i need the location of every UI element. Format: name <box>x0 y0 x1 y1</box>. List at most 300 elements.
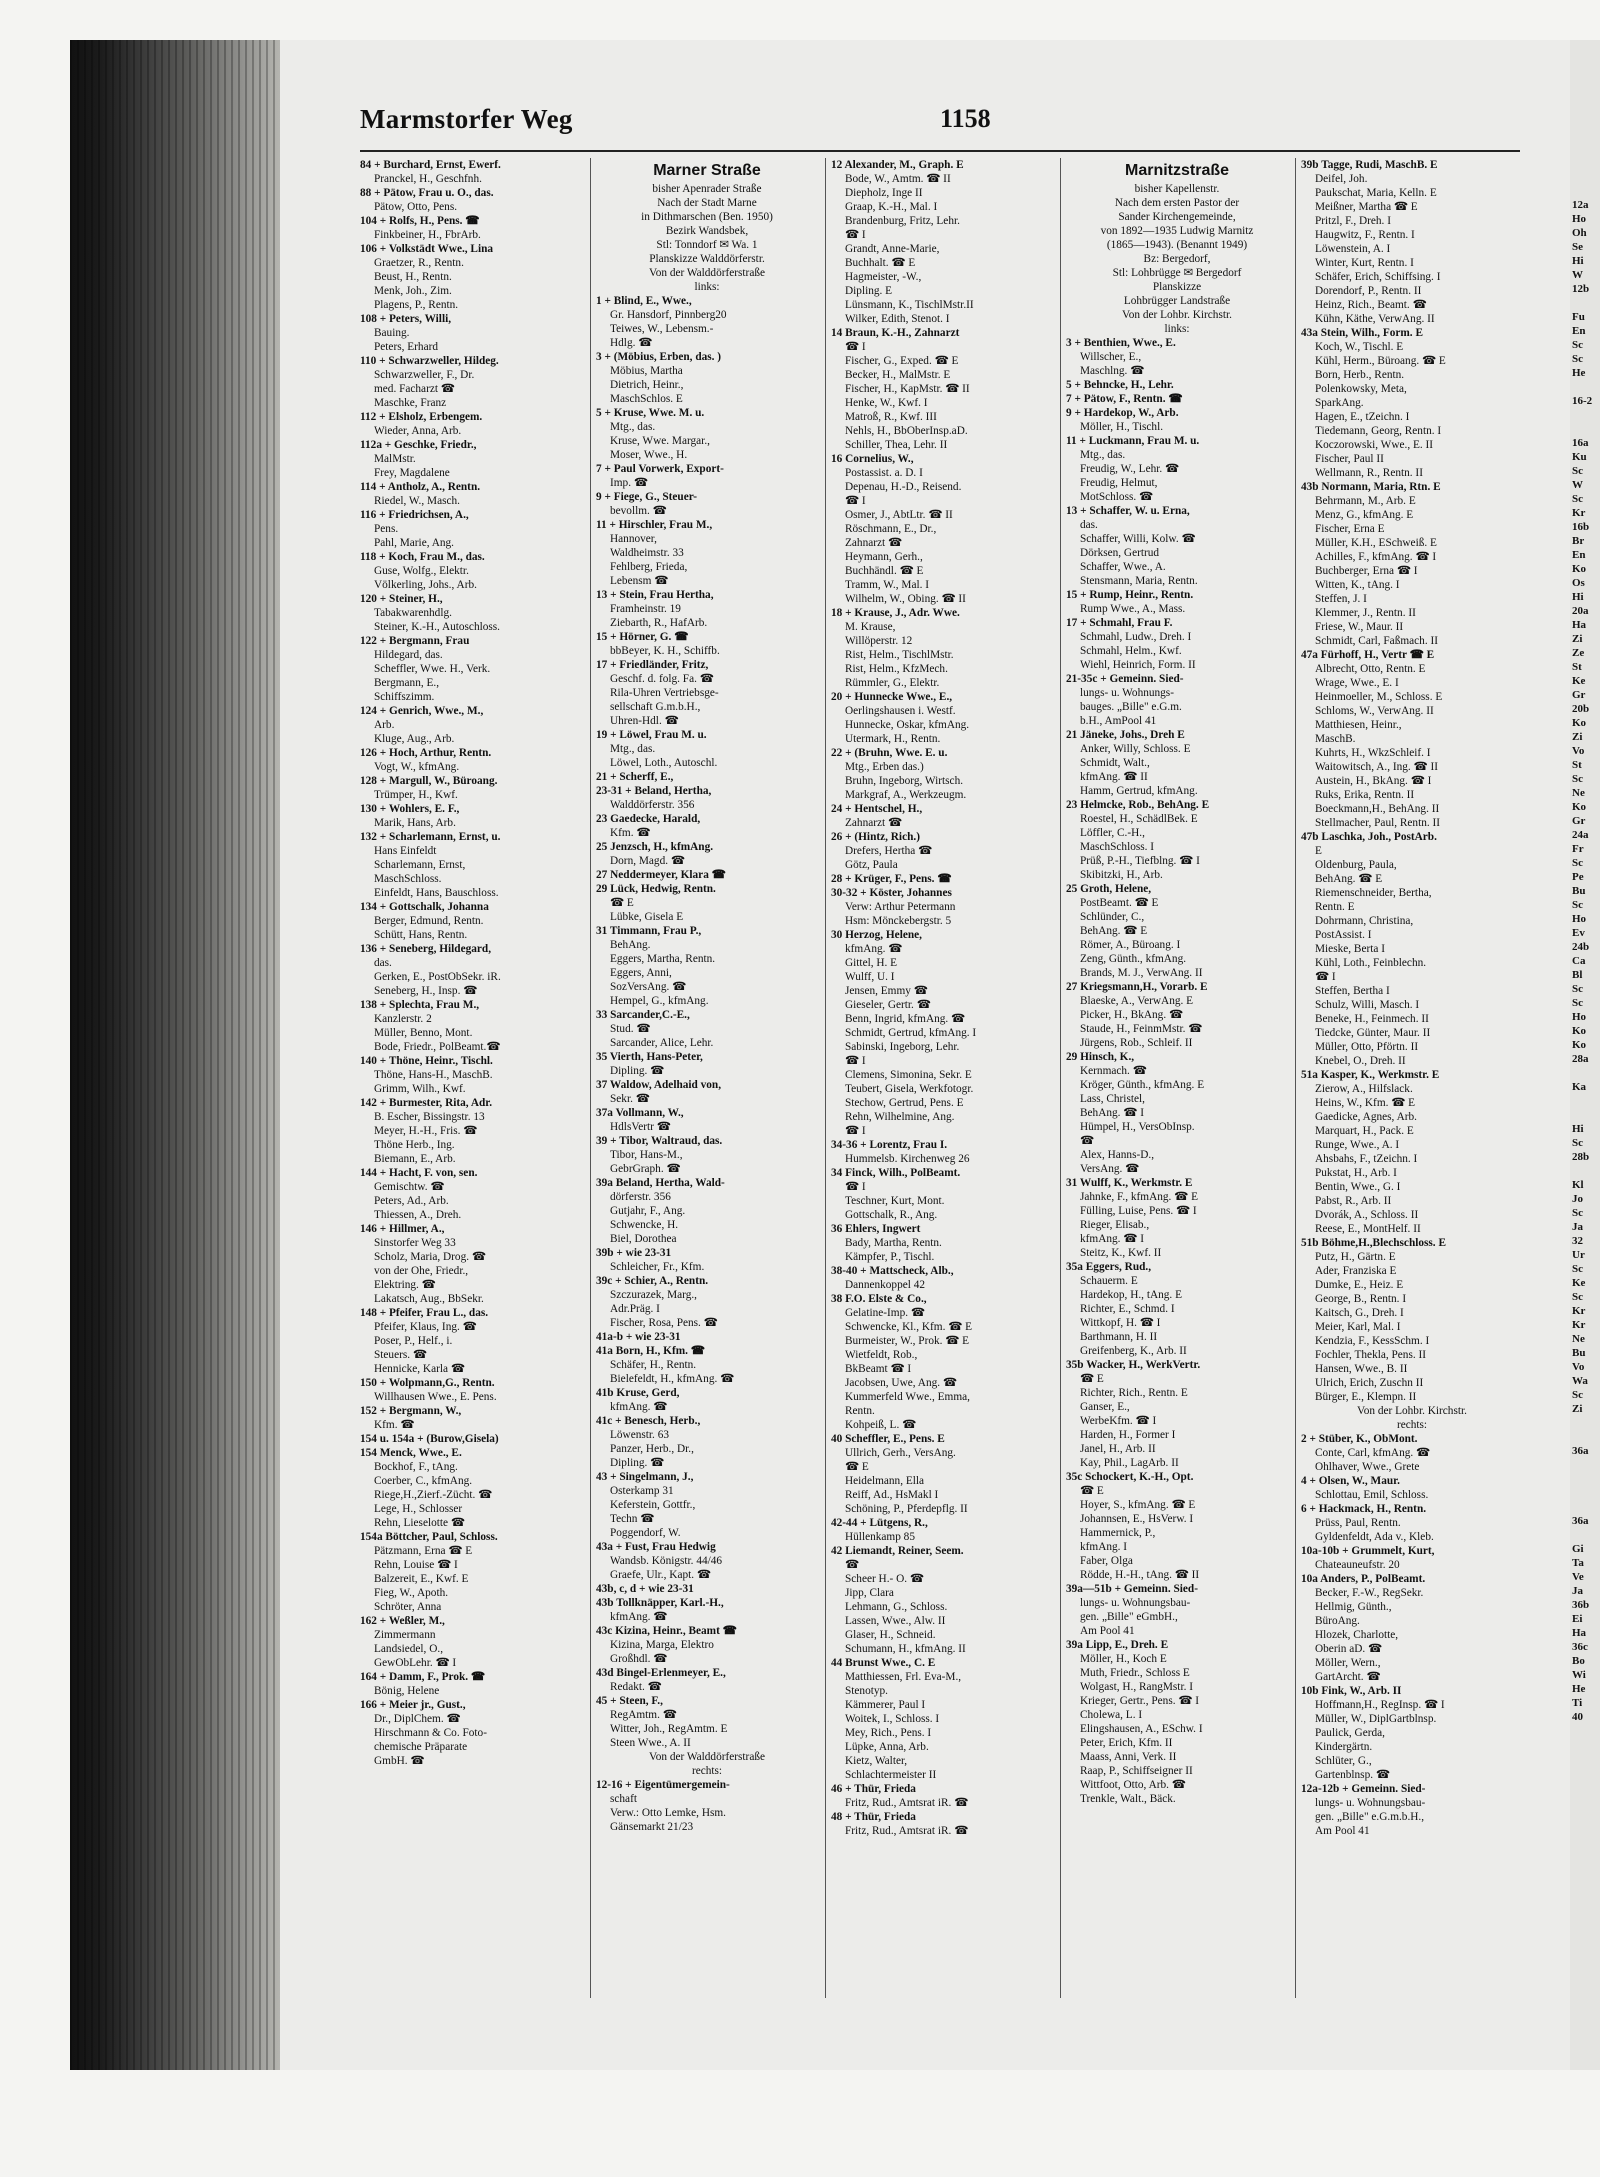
house-entry: 27 Neddermeyer, Klara ☎ <box>596 869 726 881</box>
resident-line: Oldenburg, Paula, <box>1315 859 1397 871</box>
resident-line: Zahnarzt ☎ <box>845 537 903 549</box>
resident-line: Teubert, Gisela, Werkfotogr. <box>845 1083 974 1095</box>
resident-line: Elingshausen, A., ESchw. I <box>1080 1723 1203 1735</box>
street-note: Nach dem ersten Pastor der <box>1114 197 1240 209</box>
resident-line: Schäfer, H., Rentn. <box>610 1359 697 1371</box>
house-entry: 17 + Schmahl, Frau F. <box>1066 617 1173 629</box>
facing-page-fragment: St <box>1572 661 1582 673</box>
resident-line: Möller, H., Koch E <box>1080 1653 1167 1665</box>
resident-line: Meyer, H.-H., Fris. ☎ <box>374 1125 478 1137</box>
facing-page-fragment: Sc <box>1572 997 1583 1009</box>
facing-page-fragment: Sc <box>1572 353 1583 365</box>
resident-line: Hirschmann & Co. Foto- <box>374 1727 487 1739</box>
resident-line: Löwenstein, A. I <box>1315 243 1391 255</box>
house-entry: 35b Wacker, H., WerkVertr. <box>1066 1359 1201 1371</box>
resident-line: Picker, H., BkAng. ☎ <box>1080 1009 1184 1021</box>
facing-page-fragment: Jo <box>1572 1193 1583 1205</box>
facing-page-fragment: 16b <box>1572 521 1590 533</box>
house-entry: 30-32 + Köster, Johannes <box>831 887 952 899</box>
resident-line: kfmAng. ☎ <box>610 1401 668 1413</box>
resident-line: Koczorowski, Wwe., E. II <box>1315 439 1434 451</box>
resident-line: Gänsemarkt 21/23 <box>610 1821 694 1833</box>
resident-line: Peter, Erich, Kfm. II <box>1080 1737 1173 1749</box>
facing-page-fragment: Br <box>1572 535 1585 547</box>
house-entry: 41a Born, H., Kfm. ☎ <box>596 1345 705 1357</box>
resident-line: ☎ <box>845 1559 860 1571</box>
resident-line: RegAmtm. ☎ <box>610 1709 677 1721</box>
house-entry: 34 Finck, Wilh., PolBeamt. <box>831 1167 961 1179</box>
resident-line: Lübke, Gisela E <box>610 911 684 923</box>
facing-page-fragment: Kr <box>1572 1319 1586 1331</box>
resident-line: Verw.: Otto Lemke, Hsm. <box>610 1807 726 1819</box>
house-entry: 33 Sarcander,C.-E., <box>596 1009 690 1021</box>
house-entry: 112 + Elsholz, Erbengem. <box>360 411 483 423</box>
resident-line: Freudig, W., Lehr. ☎ <box>1080 463 1180 475</box>
street-note: links: <box>694 281 720 293</box>
house-entry: 12a-12b + Gemeinn. Sied- <box>1301 1783 1426 1795</box>
resident-line: Eggers, Anni, <box>610 967 672 979</box>
resident-line: Pranckel, H., Geschfnh. <box>374 173 482 185</box>
house-entry: 10b Fink, W., Arb. II <box>1301 1685 1402 1697</box>
resident-line: Kohpeiß, L. ☎ <box>845 1419 917 1431</box>
resident-line: ☎ E <box>1080 1485 1104 1497</box>
resident-line: Rentn. E <box>1315 901 1355 913</box>
house-entry: 35a Eggers, Rud., <box>1066 1261 1152 1273</box>
resident-line: Fehlberg, Frieda, <box>610 561 688 573</box>
resident-line: Balzereit, E., Kwf. E <box>374 1573 469 1585</box>
house-entry: 14 Braun, K.-H., Zahnarzt <box>831 327 960 339</box>
resident-line: Dvorák, A., Schloss. II <box>1315 1209 1419 1221</box>
house-entry: 118 + Koch, Frau M., das. <box>360 551 485 563</box>
facing-page-fragment: 28a <box>1572 1053 1589 1065</box>
resident-line: Hellmig, Günth., <box>1315 1601 1392 1613</box>
resident-line: Poser, P., Helf., i. <box>374 1335 453 1347</box>
resident-line: Cholewa, L. I <box>1080 1709 1143 1721</box>
resident-line: Panzer, Herb., Dr., <box>610 1443 694 1455</box>
resident-line: Hennicke, Karla ☎ <box>374 1363 465 1375</box>
resident-line: Paukschat, Maria, Kelln. E <box>1315 187 1437 199</box>
resident-line: das. <box>374 957 392 969</box>
resident-line: Jipp, Clara <box>845 1587 894 1599</box>
resident-line: Schlünder, C., <box>1080 911 1145 923</box>
resident-line: Gottschalk, R., Ang. <box>845 1209 938 1221</box>
resident-line: Lüpke, Anna, Arb. <box>845 1741 929 1753</box>
facing-page-fragment: 12a <box>1572 199 1589 211</box>
house-entry: 43 + Singelmann, J., <box>596 1471 694 1483</box>
facing-page-fragment: 12b <box>1572 283 1590 295</box>
resident-line: Hoffmann,H., RegInsp. ☎ I <box>1315 1699 1445 1711</box>
resident-line: Teschner, Kurt, Mont. <box>845 1195 945 1207</box>
house-entry: 13 + Stein, Frau Hertha, <box>596 589 714 601</box>
resident-line: Kröger, Günth., kfmAng. E <box>1080 1079 1205 1091</box>
house-entry: 15 + Rump, Heinr., Rentn. <box>1066 589 1194 601</box>
resident-line: Guse, Wolfg., Elektr. <box>374 565 469 577</box>
facing-page-fragment: Hi <box>1572 591 1584 603</box>
facing-page-fragment: 36a <box>1572 1515 1589 1527</box>
resident-line: VersAng. ☎ <box>1080 1163 1140 1175</box>
facing-page-fragment <box>1570 1528 1600 1542</box>
resident-line: Schlachtermeister II <box>845 1769 937 1781</box>
resident-line: BehAng. ☎ E <box>1080 925 1148 937</box>
resident-line: Grimm, Wilh., Kwf. <box>374 1083 466 1095</box>
resident-line: Matroß, R., Kwf. III <box>845 411 937 423</box>
resident-line: Drefers, Hertha ☎ <box>845 845 933 857</box>
resident-line: Lege, H., Schlosser <box>374 1503 463 1515</box>
resident-line: Barthmann, H. II <box>1080 1331 1158 1343</box>
resident-line: Kernmach. ☎ <box>1080 1065 1147 1077</box>
resident-line: Ader, Franziska E <box>1315 1265 1397 1277</box>
resident-line: Graetzer, R., Rentn. <box>374 257 464 269</box>
facing-page-edge <box>1570 40 1600 2070</box>
house-entry: 150 + Wolpmann,G., Rentn. <box>360 1377 495 1389</box>
house-entry: 3 + Benthien, Wwe., E. <box>1066 337 1176 349</box>
resident-line: Löwel, Loth., Autoschl. <box>610 757 718 769</box>
resident-line: Völkerling, Johs., Arb. <box>374 579 477 591</box>
facing-page-fragment: Hi <box>1572 255 1584 267</box>
house-entry: 27 Kriegsmann,H., Vorarb. E <box>1066 981 1208 993</box>
resident-line: Fischer, G., Exped. ☎ E <box>845 355 959 367</box>
house-entry: 114 + Antholz, A., Rentn. <box>360 481 481 493</box>
resident-line: Tiedcke, Günter, Maur. II <box>1315 1027 1431 1039</box>
resident-line: Kietz, Walter, <box>845 1755 908 1767</box>
house-entry: 39a—51b + Gemeinn. Sied- <box>1066 1583 1198 1595</box>
resident-line: Pukstat, H., Arb. I <box>1315 1167 1397 1179</box>
resident-line: Lebensm ☎ <box>610 575 669 587</box>
resident-line: Uhren-Hdl. ☎ <box>610 715 679 727</box>
facing-page-fragment: 36c <box>1572 1641 1588 1653</box>
resident-line: Jahnke, F., kfmAng. ☎ E <box>1080 1191 1198 1203</box>
resident-line: Matthiesen, Heinr., <box>1315 719 1402 731</box>
resident-line: Ruks, Erika, Rentn. II <box>1315 789 1415 801</box>
facing-page-fragment: 16a <box>1572 437 1589 449</box>
resident-line: Lassen, Wwe., Alw. II <box>845 1615 946 1627</box>
resident-line: Scheer H.- O. ☎ <box>845 1573 925 1585</box>
resident-line: Peters, Ad., Arb. <box>374 1195 449 1207</box>
facing-page-fragment: Ev <box>1572 927 1585 939</box>
house-entry: 6 + Hackmack, H., Rentn. <box>1301 1503 1427 1515</box>
facing-page-fragment: 32 <box>1572 1235 1583 1247</box>
resident-line: Blaeske, A., VerwAng. E <box>1080 995 1194 1007</box>
resident-line: Schröter, Anna <box>374 1601 442 1613</box>
resident-line: kfmAng. ☎ I <box>1080 1233 1144 1245</box>
resident-line: Austein, H., BkAng. ☎ I <box>1315 775 1432 787</box>
house-entry: 23 Helmcke, Rob., BehAng. E <box>1066 799 1210 811</box>
resident-line: Wandsb. Königstr. 44/46 <box>610 1555 723 1567</box>
street-note: bisher Apenrader Straße <box>652 183 762 195</box>
house-entry: 30 Herzog, Helene, <box>831 929 922 941</box>
street-heading: Marnitzstraße <box>1124 162 1230 179</box>
house-entry: 37a Vollmann, W., <box>596 1107 684 1119</box>
facing-page-fragment: Sc <box>1572 1291 1583 1303</box>
resident-line: Rist, Helm., KfzMech. <box>845 663 948 675</box>
house-entry: 11 + Luckmann, Frau M. u. <box>1066 435 1200 447</box>
resident-line: MaschSchlos. E <box>610 393 683 405</box>
resident-line: Rümmler, G., Elektr. <box>845 677 940 689</box>
resident-line: ☎ I <box>845 341 866 353</box>
resident-line: Schwencke, H. <box>610 1219 679 1231</box>
facing-page-fragment: Ka <box>1572 1081 1587 1093</box>
facing-page-fragment <box>1570 380 1600 394</box>
house-entry: 39 + Tibor, Waltraud, das. <box>596 1135 723 1147</box>
resident-line: Pätow, Otto, Pens. <box>374 201 458 213</box>
resident-line: Winter, Kurt, Rentn. I <box>1315 257 1414 269</box>
house-entry: 106 + Volkstädt Wwe., Lina <box>360 243 494 255</box>
house-entry: 39b + wie 23-31 <box>596 1247 672 1259</box>
resident-line: Bode, W., Amtm. ☎ II <box>845 173 951 185</box>
facing-page-fragment: Pe <box>1572 871 1584 883</box>
resident-line: Heinmoeller, M., Schloss. E <box>1315 691 1443 703</box>
facing-page-fragment: Vo <box>1572 1361 1585 1373</box>
facing-page-fragment: Ko <box>1572 1039 1587 1051</box>
resident-line: Polenkowsky, Meta, <box>1315 383 1407 395</box>
facing-page-fragment: Ho <box>1572 213 1587 225</box>
resident-line: Beneke, H., Feinmech. II <box>1315 1013 1429 1025</box>
resident-line: Runge, Wwe., A. I <box>1315 1139 1400 1151</box>
resident-line: Finkbeiner, H., FbrArb. <box>374 229 481 241</box>
resident-line: gen. „Bille" eGmbH., <box>1080 1611 1178 1623</box>
resident-line: Fritz, Rud., Amtsrat iR. ☎ <box>845 1797 969 1809</box>
resident-line: Stechow, Gertrud, Pens. E <box>845 1097 964 1109</box>
facing-page-fragment: Sc <box>1572 1389 1583 1401</box>
resident-line: Biel, Dorothea <box>610 1233 677 1245</box>
column-marnitzstrasse-continued <box>1301 158 1523 2018</box>
resident-line: Heinz, Rich., Beamt. ☎ <box>1315 299 1427 311</box>
resident-line: Tibor, Hans-M., <box>610 1149 683 1161</box>
facing-page-fragment <box>1570 1094 1600 1108</box>
resident-line: Keferstein, Gottfr., <box>610 1499 696 1511</box>
house-entry: 51a Kasper, K., Werkmstr. E <box>1301 1069 1440 1081</box>
resident-line: Röschmann, E., Dr., <box>845 523 937 535</box>
resident-line: Depenau, H.-D., Reisend. <box>845 481 962 493</box>
house-entry: 18 + Krause, J., Adr. Wwe. <box>831 607 960 619</box>
resident-line: kfmAng. I <box>1080 1541 1128 1553</box>
resident-line: Schumann, H., kfmAng. II <box>845 1643 966 1655</box>
resident-line: Gyldenfeldt, Ada v., Kleb. <box>1315 1531 1434 1543</box>
resident-line: Wilhelm, W., Obing. ☎ II <box>845 593 966 605</box>
facing-page-fragment: Ko <box>1572 563 1587 575</box>
street-note: Planskizze Walddörferstr. <box>649 253 765 265</box>
resident-line: Wiehl, Heinrich, Form. II <box>1080 659 1196 671</box>
house-entry: 48 + Thür, Frieda <box>831 1811 916 1823</box>
resident-line: Vogt, W., kfmAng. <box>374 761 460 773</box>
resident-line: Möller, Wern., <box>1315 1657 1381 1669</box>
resident-line: Lünsmann, K., TischlMstr.II <box>845 299 974 311</box>
resident-line: kfmAng. ☎ <box>610 1611 668 1623</box>
resident-line: chemische Präparate <box>374 1741 468 1753</box>
resident-line: das. <box>1080 519 1098 531</box>
resident-line: Willhausen Wwe., E. Pens. <box>374 1391 497 1403</box>
resident-line: Oberin aD. ☎ <box>1315 1643 1383 1655</box>
street-note: Lohbrügger Landstraße <box>1123 295 1231 307</box>
resident-line: bevollm. ☎ <box>610 505 667 517</box>
facing-page-fragment: 36b <box>1572 1599 1590 1611</box>
resident-line: ☎ I <box>845 495 866 507</box>
resident-line: Rist, Helm., TischlMstr. <box>845 649 954 661</box>
resident-line: Becker, H., MalMstr. E <box>845 369 951 381</box>
resident-line: Adr.Präg. I <box>610 1303 660 1315</box>
resident-line: Pritzl, F., Dreh. I <box>1315 215 1391 227</box>
resident-line: Oerlingshausen i. Westf. <box>845 705 956 717</box>
resident-line: Gutjahr, F., Ang. <box>610 1205 686 1217</box>
resident-line: Mtg., das. <box>610 743 656 755</box>
resident-line: Wulff, U. I <box>845 971 895 983</box>
facing-page-fragment: 36a <box>1572 1445 1589 1457</box>
resident-line: Bergmann, E., <box>374 677 440 689</box>
resident-line: Gemischtw. ☎ <box>374 1181 445 1193</box>
resident-line: Schmidt, Gertrud, kfmAng. I <box>845 1027 977 1039</box>
resident-line: Schmidt, Carl, Faßmach. II <box>1315 635 1438 647</box>
street-note: Von der Walddörferstraße <box>649 1751 765 1763</box>
resident-line: Zahnarzt ☎ <box>845 817 903 829</box>
facing-page-fragment: Ku <box>1572 451 1587 463</box>
facing-page-fragment: Sc <box>1572 773 1583 785</box>
resident-line: Becker, F.-W., RegSekr. <box>1315 1587 1424 1599</box>
resident-line: Schulz, Willi, Masch. I <box>1315 999 1420 1011</box>
resident-line: ☎ <box>1080 1135 1095 1147</box>
resident-line: Fritz, Rud., Amtsrat iR. ☎ <box>845 1825 969 1837</box>
house-entry: 146 + Hillmer, A., <box>360 1223 445 1235</box>
resident-line: Henke, W., Kwf. I <box>845 397 928 409</box>
house-entry: 3 + (Möbius, Erben, das. ) <box>596 351 722 363</box>
resident-line: Götz, Paula <box>845 859 898 871</box>
facing-page-fragment: Zi <box>1572 1403 1583 1415</box>
resident-line: Schütt, Hans, Rentn. <box>374 929 468 941</box>
resident-line: BüroAng. <box>1315 1615 1360 1627</box>
resident-line: Zimmermann <box>374 1629 436 1641</box>
house-entry: 116 + Friedrichsen, A., <box>360 509 469 521</box>
resident-line: Pfeifer, Klaus, Ing. ☎ <box>374 1321 477 1333</box>
facing-page-fragment: Sc <box>1572 1207 1583 1219</box>
resident-line: Kummerfeld Wwe., Emma, <box>845 1391 970 1403</box>
house-entry: 24 + Hentschel, H., <box>831 803 923 815</box>
facing-page-fragment <box>1570 1472 1600 1486</box>
house-entry: 44 Brunst Wwe., C. E <box>831 1657 936 1669</box>
resident-line: Rödde, H.-H., tAng. ☎ II <box>1080 1569 1200 1581</box>
house-entry: 7 + Paul Vorwerk, Export- <box>596 463 724 475</box>
resident-line: Rila-Uhren Vertriebsge- <box>610 687 719 699</box>
facing-page-fragment: W <box>1572 269 1583 281</box>
resident-line: ☎ E <box>610 897 634 909</box>
resident-line: Gr. Hansdorf, Pinnberg20 <box>610 309 727 321</box>
resident-line: von der Ohe, Friedr., <box>374 1265 469 1277</box>
facing-page-fragment <box>1570 408 1600 422</box>
resident-line: lungs- u. Wohnungs- <box>1080 687 1174 699</box>
house-entry: 5 + Behncke, H., Lehr. <box>1066 379 1174 391</box>
facing-page-fragment: Bl <box>1572 969 1583 981</box>
resident-line: Fülling, Luise, Pens. ☎ I <box>1080 1205 1197 1217</box>
street-note: Planskizze <box>1152 281 1202 293</box>
resident-line: med. Facharzt ☎ <box>374 383 455 395</box>
resident-line: Möller, H., Tischl. <box>1080 421 1164 433</box>
house-entry: 13 + Schaffer, W. u. Erna, <box>1066 505 1190 517</box>
resident-line: M. Krause, <box>845 621 896 633</box>
facing-page-fragment: Gr <box>1572 815 1586 827</box>
page-number: 1158 <box>940 104 991 133</box>
resident-line: Marquart, H., Pack. E <box>1315 1125 1414 1137</box>
facing-page-fragment: Ja <box>1572 1221 1583 1233</box>
resident-line: Rieger, Elisab., <box>1080 1219 1150 1231</box>
house-entry: 40 Scheffler, E., Pens. E <box>831 1433 945 1445</box>
resident-line: Zeng, Günth., kfmAng. <box>1080 953 1187 965</box>
resident-line: Zierow, A., Hilfslack. <box>1315 1083 1413 1095</box>
resident-line: Waitowitsch, A., Ing. ☎ II <box>1315 761 1438 773</box>
resident-line: Schmidt, Walt., <box>1080 757 1150 769</box>
house-entry: 29 Hinsch, K., <box>1066 1051 1135 1063</box>
resident-line: Reese, E., MontHelf. II <box>1315 1223 1421 1235</box>
resident-line: Scholz, Maria, Drog. ☎ <box>374 1251 486 1263</box>
facing-page-fragment <box>1570 1500 1600 1514</box>
street-note: von 1892—1935 Ludwig Marnitz <box>1100 225 1254 237</box>
house-entry: 7 + Pätow, F., Rentn. ☎ <box>1066 393 1183 405</box>
resident-line: Johannsen, E., HsVerw. I <box>1080 1513 1194 1525</box>
house-entry: 20 + Hunnecke Wwe., E., <box>831 691 953 703</box>
house-entry: 28 + Krüger, F., Pens. ☎ <box>831 873 952 885</box>
resident-line: Friese, W., Maur. II <box>1315 621 1404 633</box>
facing-page-fragment <box>1570 422 1600 436</box>
resident-line: Fischer, Paul II <box>1315 453 1384 465</box>
resident-line: Gittel, H. E <box>845 957 898 969</box>
resident-line: Brands, M. J., VerwAng. II <box>1080 967 1203 979</box>
resident-line: Müller, W., DiplGartblnsp. <box>1315 1713 1437 1725</box>
resident-line: Schleicher, Fr., Kfm. <box>610 1261 705 1273</box>
resident-line: Müller, Otto, Pförtn. II <box>1315 1041 1419 1053</box>
resident-line: Kanzlerstr. 2 <box>374 1013 432 1025</box>
facing-page-fragment: Ho <box>1572 1011 1587 1023</box>
street-note: Nach der Stadt Marne <box>657 197 757 209</box>
house-entry: 47b Laschka, Joh., PostArb. <box>1301 831 1437 843</box>
facing-page-fragment: Ha <box>1572 1627 1587 1639</box>
resident-line: Schmahl, Ludw., Dreh. I <box>1080 631 1192 643</box>
resident-line: Roestel, H., SchädlBek. E <box>1080 813 1198 825</box>
resident-line: ☎ I <box>1315 971 1336 983</box>
resident-line: Buchhalt. ☎ E <box>845 257 916 269</box>
resident-line: Hümpel, H., VersObInsp. <box>1080 1121 1195 1133</box>
resident-line: Bönig, Helene <box>374 1685 440 1697</box>
house-entry: 15 + Hörner, G. ☎ <box>596 631 689 643</box>
resident-line: Lehmann, G., Schloss. <box>845 1601 948 1613</box>
resident-line: Kizina, Marga, Elektro <box>610 1639 714 1651</box>
column-divider <box>1295 158 1296 1998</box>
resident-line: Anker, Willy, Schloss. E <box>1080 743 1191 755</box>
resident-line: ☎ I <box>845 229 866 241</box>
house-entry: 112a + Geschke, Friedr., <box>360 439 477 451</box>
resident-line: Hagmeister, -W., <box>845 271 922 283</box>
resident-line: dörferstr. 356 <box>610 1191 671 1203</box>
facing-page-fragment: Sc <box>1572 857 1583 869</box>
resident-line: Greifenberg, K., Arb. II <box>1080 1345 1187 1357</box>
resident-line: Glaser, H., Schneid. <box>845 1629 936 1641</box>
house-entry: 110 + Schwarzweller, Hildeg. <box>360 355 499 367</box>
resident-line: Heins, W., Kfm. ☎ E <box>1315 1097 1416 1109</box>
resident-line: MaschSchloss. <box>374 873 442 885</box>
resident-line: Elektring. ☎ <box>374 1279 436 1291</box>
resident-line: Maschke, Franz <box>374 397 447 409</box>
house-entry: 35 Vierth, Hans-Peter, <box>596 1051 703 1063</box>
house-entry: 43b Normann, Maria, Rtn. E <box>1301 481 1441 493</box>
facing-page-fragment: Oh <box>1572 227 1587 239</box>
resident-line: Menk, Joh., Zim. <box>374 285 452 297</box>
resident-line: Utermark, H., Rentn. <box>845 733 941 745</box>
resident-line: Jürgens, Rob., Schleif. II <box>1080 1037 1193 1049</box>
street-note: rechts: <box>691 1765 723 1777</box>
resident-line: Mieske, Berta I <box>1315 943 1385 955</box>
resident-line: Staude, H., FeinmMstr. ☎ <box>1080 1023 1203 1035</box>
resident-line: Steffen, J. I <box>1315 593 1367 605</box>
resident-line: Geschf. d. folg. Fa. ☎ <box>610 673 714 685</box>
resident-line: Nehls, H., BbOberInsp.aD. <box>845 425 968 437</box>
resident-line: GmbH. ☎ <box>374 1755 425 1767</box>
resident-line: Lakatsch, Aug., BbSekr. <box>374 1293 484 1305</box>
